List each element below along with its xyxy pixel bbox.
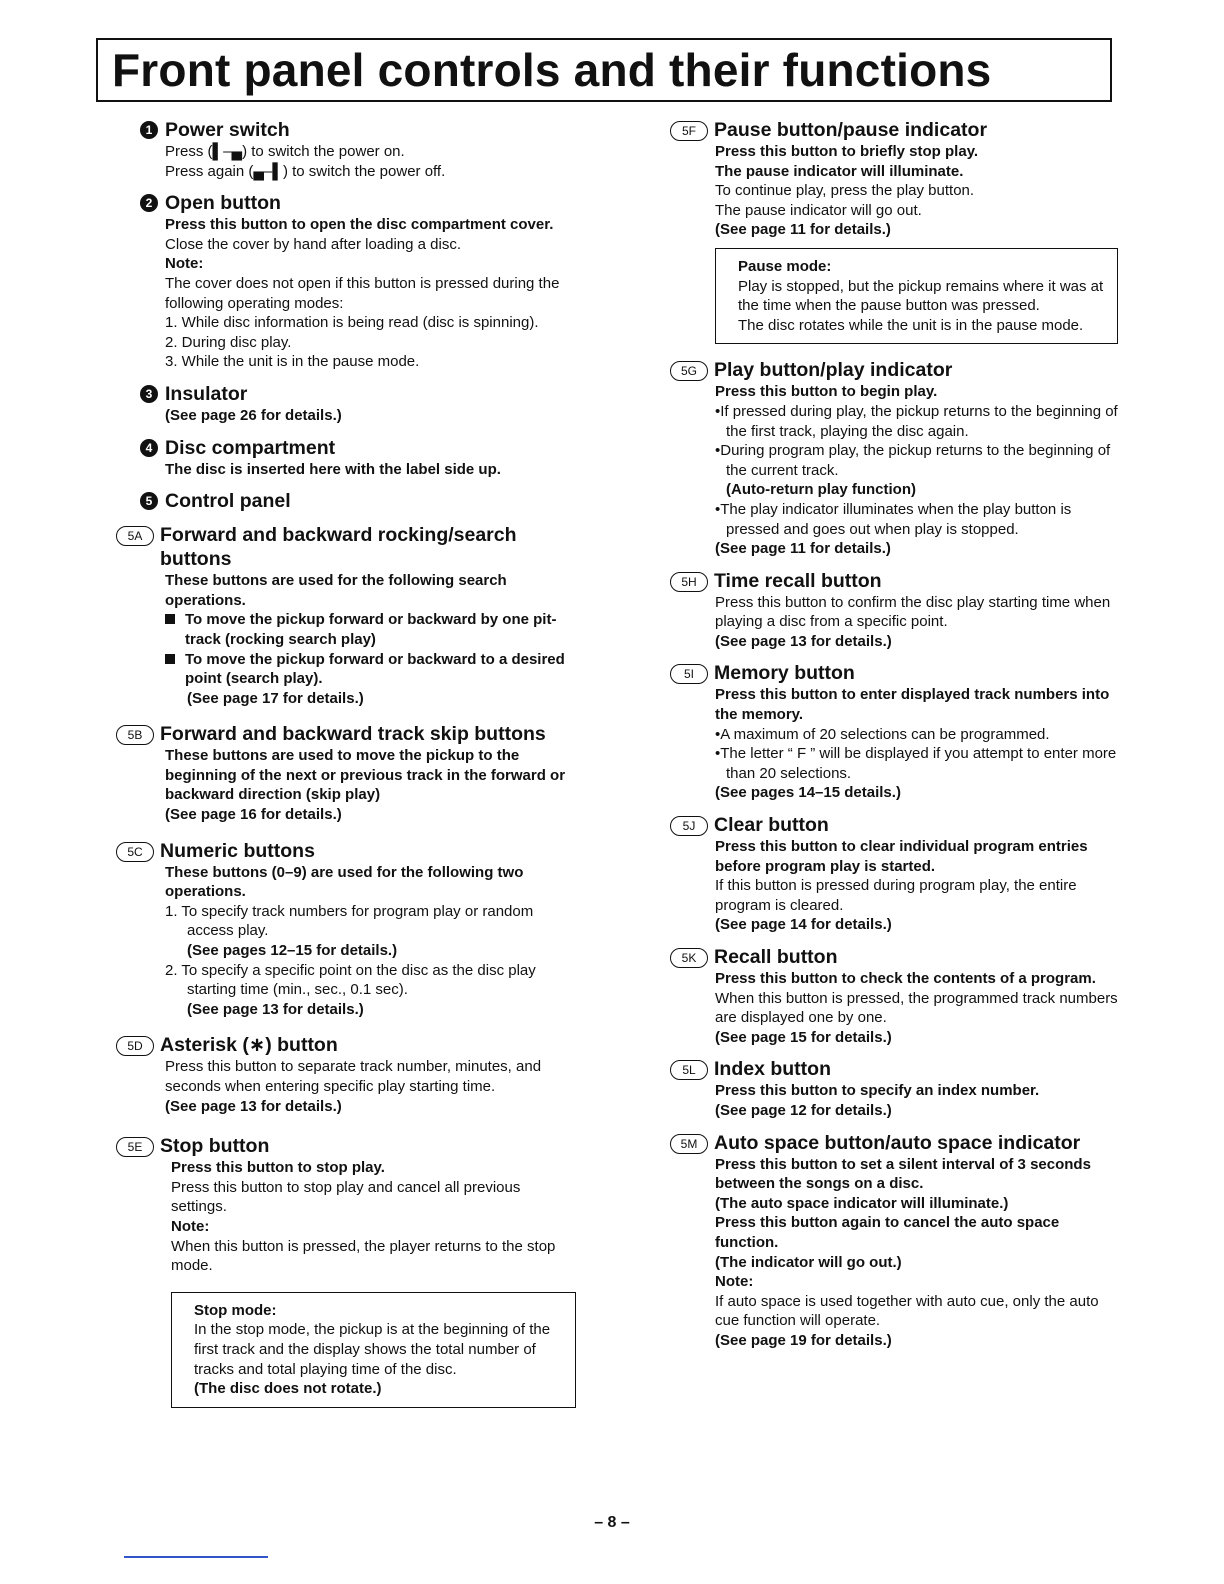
section-clear-button	[670, 813, 1118, 935]
text-line: These buttons are used for the following search operations.	[165, 572, 507, 609]
section-power-switch	[116, 118, 576, 181]
item-number-badge: 4	[140, 439, 158, 457]
text-line: When this button is pressed, the player returns to the stop mode.	[171, 1237, 556, 1275]
item-code-badge: 5J	[670, 816, 708, 836]
section-title: Recall button	[714, 946, 838, 968]
section-asterisk-button	[116, 1033, 576, 1116]
section-title: Forward and backward track skip buttons	[160, 723, 546, 746]
item-number-badge: 2	[140, 194, 158, 212]
dot-item: •A maximum of 20 selections can be programmed.	[715, 725, 1050, 743]
list-item: 2. During disc play.	[165, 333, 292, 351]
see-reference: (See page 16 for details.)	[165, 806, 342, 824]
section-rocking-search-buttons	[116, 523, 576, 708]
text-line: Press this button to confirm the disc play starting time when playing a disc from a specific point.	[715, 593, 1111, 631]
text-line: The cover does not open if this button is pressed during the following operating modes:	[165, 274, 560, 312]
note-label: Note:	[715, 1273, 754, 1291]
text-line: Press this button to clear individual program entries before program play is started.	[715, 838, 1088, 875]
dot-item: •If pressed during play, the pickup returns to the beginning of the first track, playing the disc again.	[715, 402, 1118, 440]
list-item: 3. While the unit is in the pause mode.	[165, 353, 420, 371]
see-reference: (See page 17 for details.)	[187, 689, 364, 707]
section-memory-button	[670, 661, 1118, 803]
box-text: Play is stopped, but the pickup remains where it was at the time when the pause button was pressed.	[738, 277, 1104, 315]
text-line: When this button is pressed, the programmed track numbers are displayed one by one.	[715, 989, 1118, 1027]
section-title: Forward and backward rocking/search buttons	[160, 524, 517, 571]
see-reference: (See pages 14–15 details.)	[715, 784, 901, 802]
see-reference: (See page 14 for details.)	[715, 916, 892, 934]
text-line: Press this button to enter displayed track numbers into the memory.	[715, 686, 1110, 724]
box-text: In the stop mode, the pickup is at the beginning of the first track and the display shows the total number of tracks and total playing time of the disc.	[194, 1321, 551, 1378]
item-code-badge: 5L	[670, 1060, 708, 1080]
bullet-item	[165, 610, 576, 649]
text-line: (Auto-return play function)	[726, 481, 916, 499]
section-title: Control panel	[165, 490, 291, 513]
text-line: (The auto space indicator will illuminate.)	[715, 1194, 1009, 1212]
section-control-panel	[116, 489, 576, 513]
bullet-item	[165, 650, 576, 689]
section-title: Numeric buttons	[160, 839, 315, 862]
section-time-recall-button	[670, 569, 1118, 652]
text-line: Press this button to check the contents of a program.	[715, 970, 1096, 987]
item-code-badge: 5M	[670, 1134, 708, 1154]
see-reference: (See page 11 for details.)	[715, 540, 891, 558]
text-line: If auto space is used together with auto cue, only the auto cue function will operate.	[715, 1292, 1099, 1330]
text-line: Press this button again to cancel the auto space function.	[715, 1214, 1060, 1251]
right-column	[670, 118, 1118, 1361]
page-number: – 8 –	[594, 1514, 630, 1531]
text-line: Press this button to stop play.	[171, 1159, 385, 1177]
box-text: The disc rotates while the unit is in the pause mode.	[738, 316, 1084, 334]
see-reference: (See page 13 for details.)	[715, 632, 892, 650]
text-line: Close the cover by hand after loading a disc.	[165, 235, 462, 253]
text-line: Press this button to set a silent interval of 3 seconds between the songs on a disc.	[715, 1155, 1091, 1193]
section-title: Pause button/pause indicator	[714, 119, 988, 141]
section-title: Asterisk (∗) button	[160, 1034, 338, 1057]
bullet-text: To move the pickup forward or backward by one pit-track (rocking search play)	[185, 611, 557, 648]
section-title: Auto space button/auto space indicator	[714, 1131, 1081, 1154]
text-line: To continue play, press the play button.	[715, 182, 975, 200]
text-line: Press this button to begin play.	[715, 383, 938, 401]
item-code-badge: 5I	[670, 664, 708, 684]
item-code-badge: 5B	[116, 725, 154, 745]
dot-item: •The letter “ F ” will be displayed if you attempt to enter more than 20 selections.	[715, 745, 1117, 782]
see-reference: (See pages 12–15 for details.)	[187, 942, 398, 960]
note-label: Note:	[165, 255, 204, 273]
text-line: These buttons (0–9) are used for the following two operations.	[165, 863, 524, 901]
text-line: Press this button to briefly stop play.	[715, 143, 979, 160]
text-line: Press again (▄‒▌) to switch the power off.	[165, 162, 446, 180]
see-reference: (See page 12 for details.)	[715, 1101, 892, 1119]
section-title: Index button	[714, 1058, 831, 1081]
text-line: The pause indicator will go out.	[715, 201, 922, 219]
item-number-badge: 1	[140, 121, 158, 139]
dot-item: •During program play, the pickup returns to the beginning of the current track.	[715, 442, 1111, 479]
item-number-badge: 3	[140, 385, 158, 403]
item-code-badge: 5C	[116, 842, 154, 862]
text-line: The disc is inserted here with the label side up.	[165, 460, 501, 478]
see-reference: (See page 19 for details.)	[715, 1331, 892, 1349]
section-numeric-buttons	[116, 839, 576, 1020]
section-pause-button	[670, 118, 1118, 344]
item-number-badge: 5	[140, 492, 158, 510]
section-title: Memory button	[714, 662, 855, 685]
section-title: Clear button	[714, 814, 829, 837]
dot-item: •The play indicator illuminates when the play button is pressed and goes out when play is stopped.	[715, 500, 1072, 538]
section-stop-button	[116, 1134, 576, 1408]
text-line: Press this button to separate track number, minutes, and seconds when entering specific play starting time.	[165, 1058, 542, 1095]
section-auto-space-button	[670, 1131, 1118, 1351]
text-line: (The indicator will go out.)	[715, 1253, 902, 1271]
list-item: 2. To specify a specific point on the disc as the disc play starting time (min., sec., 0.1 sec).	[165, 961, 536, 999]
section-title: Disc compartment	[165, 436, 336, 459]
text-line: Press this button to specify an index number.	[715, 1082, 1040, 1100]
section-title: Time recall button	[714, 569, 882, 592]
text-line: These buttons are used to move the pickup to the beginning of the next or previous track in the forward or backward direction (skip play)	[165, 747, 566, 804]
square-bullet-icon	[165, 654, 175, 664]
item-code-badge: 5D	[116, 1036, 154, 1056]
footer-rule	[124, 1556, 268, 1558]
list-item: 1. To specify track numbers for program play or random access play.	[165, 902, 534, 940]
section-play-button	[670, 358, 1118, 558]
see-reference: (See page 26 for details.)	[165, 406, 342, 424]
text-line: Press this button to stop play and cancel all previous settings.	[171, 1178, 521, 1216]
see-reference: (See page 13 for details.)	[165, 1097, 342, 1115]
section-title: Play button/play indicator	[714, 359, 953, 382]
bullet-text: To move the pickup forward or backward to a desired point (search play).	[185, 650, 565, 688]
section-title: Power switch	[165, 119, 290, 141]
note-label: Note:	[171, 1217, 210, 1235]
item-code-badge: 5A	[116, 526, 154, 546]
box-title: Stop mode:	[194, 1301, 277, 1319]
section-track-skip-buttons	[116, 722, 576, 824]
section-index-button	[670, 1057, 1118, 1120]
item-code-badge: 5K	[670, 948, 708, 968]
section-title: Insulator	[165, 382, 248, 405]
square-bullet-icon	[165, 614, 175, 624]
text-line: If this button is pressed during program play, the entire program is cleared.	[715, 877, 1077, 914]
section-title: Stop button	[160, 1135, 270, 1158]
see-reference: (See page 15 for details.)	[715, 1028, 892, 1046]
pause-mode-box	[715, 248, 1118, 344]
box-title: Pause mode:	[738, 257, 832, 275]
left-column	[116, 118, 576, 1418]
see-reference: (See page 11 for details.)	[715, 221, 891, 239]
item-code-badge: 5H	[670, 572, 708, 592]
item-code-badge: 5E	[116, 1137, 154, 1157]
section-insulator	[116, 382, 576, 426]
item-code-badge: 5G	[670, 361, 708, 381]
section-title: Open button	[165, 192, 281, 215]
see-reference: (See page 13 for details.)	[187, 1000, 364, 1018]
section-disc-compartment	[116, 436, 576, 480]
text-line: Press (▌‒▄) to switch the power on.	[165, 143, 405, 160]
stop-mode-box	[171, 1292, 576, 1408]
text-line: Press this button to open the disc compartment cover.	[165, 216, 554, 234]
item-code-badge: 5F	[670, 121, 708, 141]
page-title: Front panel controls and their functions	[112, 44, 992, 96]
text-line: The pause indicator will illuminate.	[715, 162, 964, 180]
list-item: 1. While disc information is being read (disc is spinning).	[165, 314, 539, 332]
box-text: (The disc does not rotate.)	[194, 1380, 382, 1398]
title-box	[96, 38, 1112, 102]
section-open-button	[116, 191, 576, 372]
section-recall-button	[670, 945, 1118, 1047]
